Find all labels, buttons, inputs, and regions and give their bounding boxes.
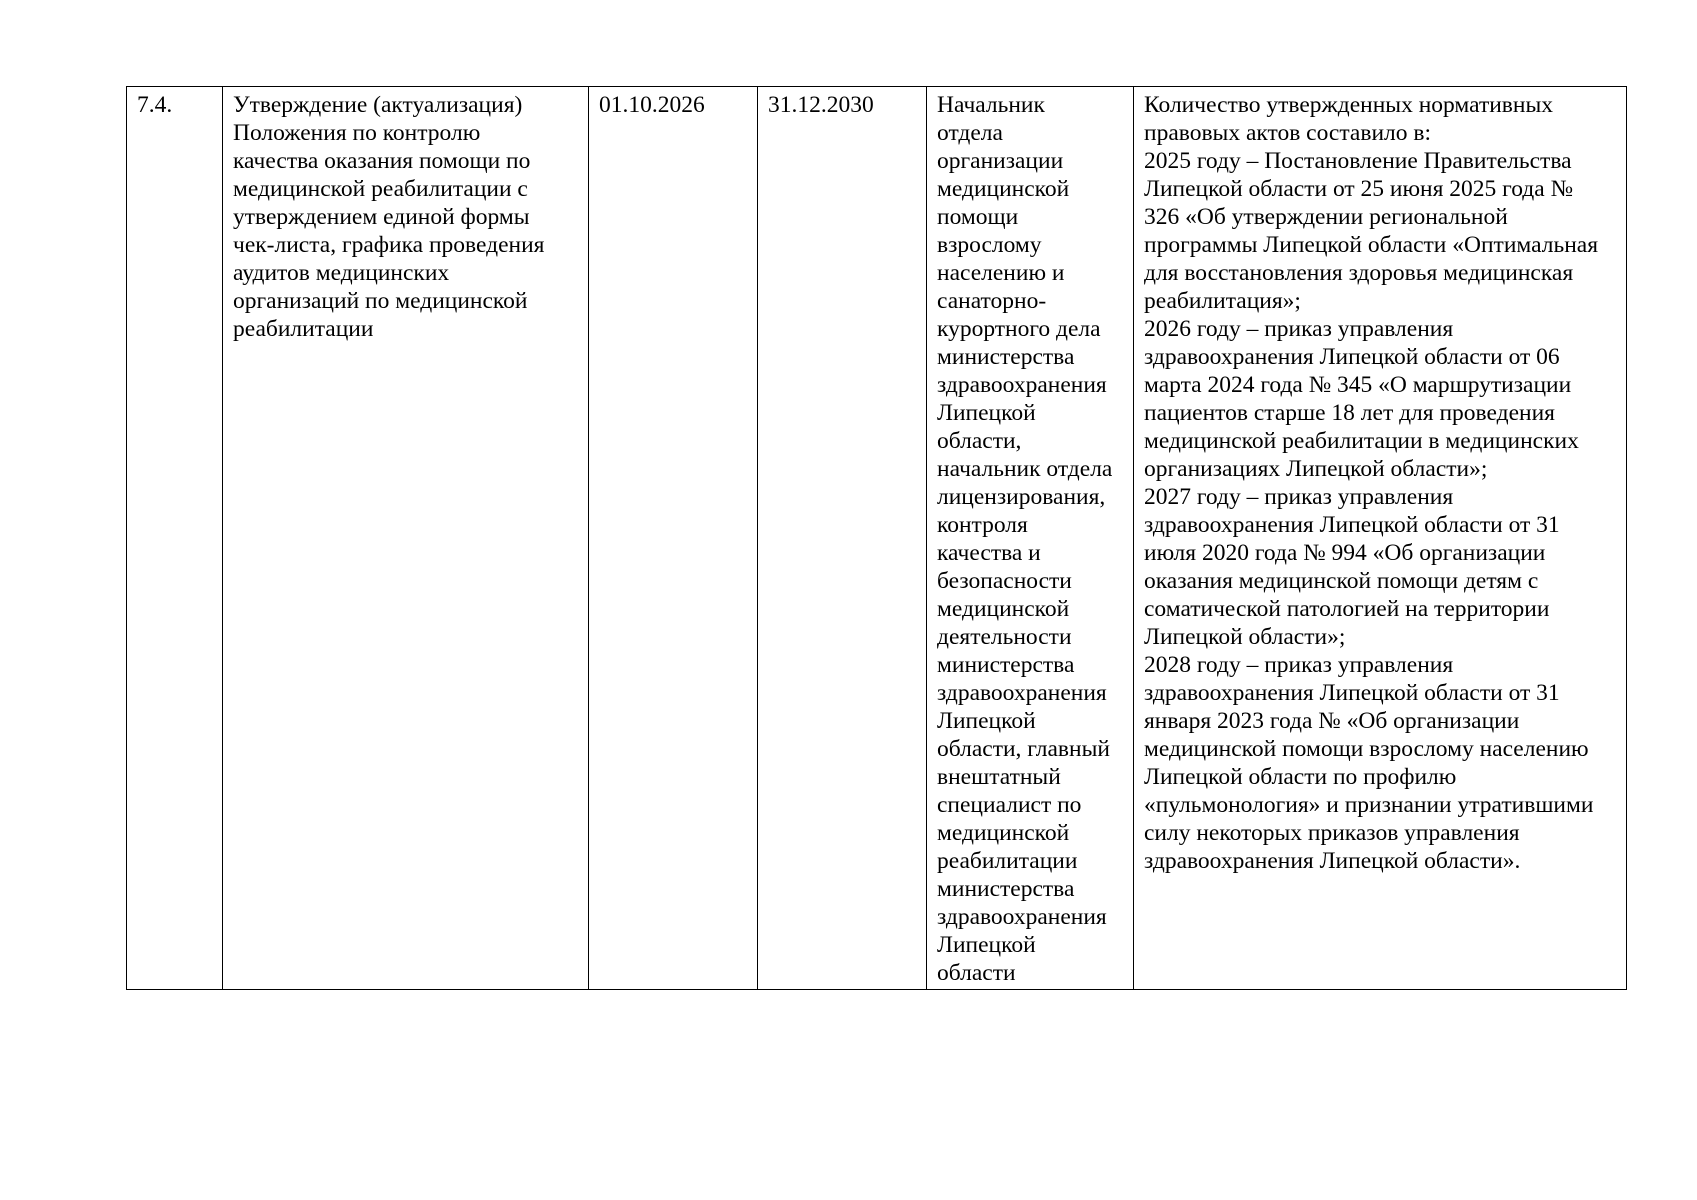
row-number-cell: 7.4. [127, 87, 223, 990]
plan-table [126, 86, 1627, 990]
responsible-cell: Начальник отдела организации медицинской помощи взрослому населению и санаторно- курортного дела министерства здравоохранения Липецкой области, начальник отдела лицензирования, контроля качества и безопасности медицинской деятельности министерства здравоохранения Липецкой области, главный внештатный специалист по медицинской реабилитации министерства здравоохранения Липецкой области [927, 87, 1134, 990]
start-date-cell: 01.10.2026 [589, 87, 758, 990]
end-date-cell: 31.12.2030 [758, 87, 927, 990]
event-description-cell: Утверждение (актуализация) Положения по контролю качества оказания помощи по медицинской реабилитации с утверждением единой формы чек-листа, графика проведения аудитов медицинских организаций по медицинской реабилитации [223, 87, 589, 990]
result-cell: Количество утвержденных нормативных правовых актов составило в: 2025 году – Постановление Правительства Липецкой области от 25 июня 2025 года № 326 «Об утверждении региональной программы Липецкой области «Оптимальная для восстановления здоровья медицинская реабилитация»; 2026 году – приказ управления здравоохранения Липецкой области от 06 марта 2024 года № 345 «О маршрутизации пациентов старше 18 лет для проведения медицинской реабилитации в медицинских организациях Липецкой области»; 2027 году – приказ управления здравоохранения Липецкой области от 31 июля 2020 года № 994 «Об организации оказания медицинской помощи детям с соматической патологией на территории Липецкой области»; 2028 году – приказ управления здравоохранения Липецкой области от 31 января 2023 года № «Об организации медицинской помощи взрослому населению Липецкой области по профилю «пульмонология» и признании утратившими силу некоторых приказов управления здравоохранения Липецкой области». [1134, 87, 1627, 990]
table-row [127, 87, 1627, 990]
